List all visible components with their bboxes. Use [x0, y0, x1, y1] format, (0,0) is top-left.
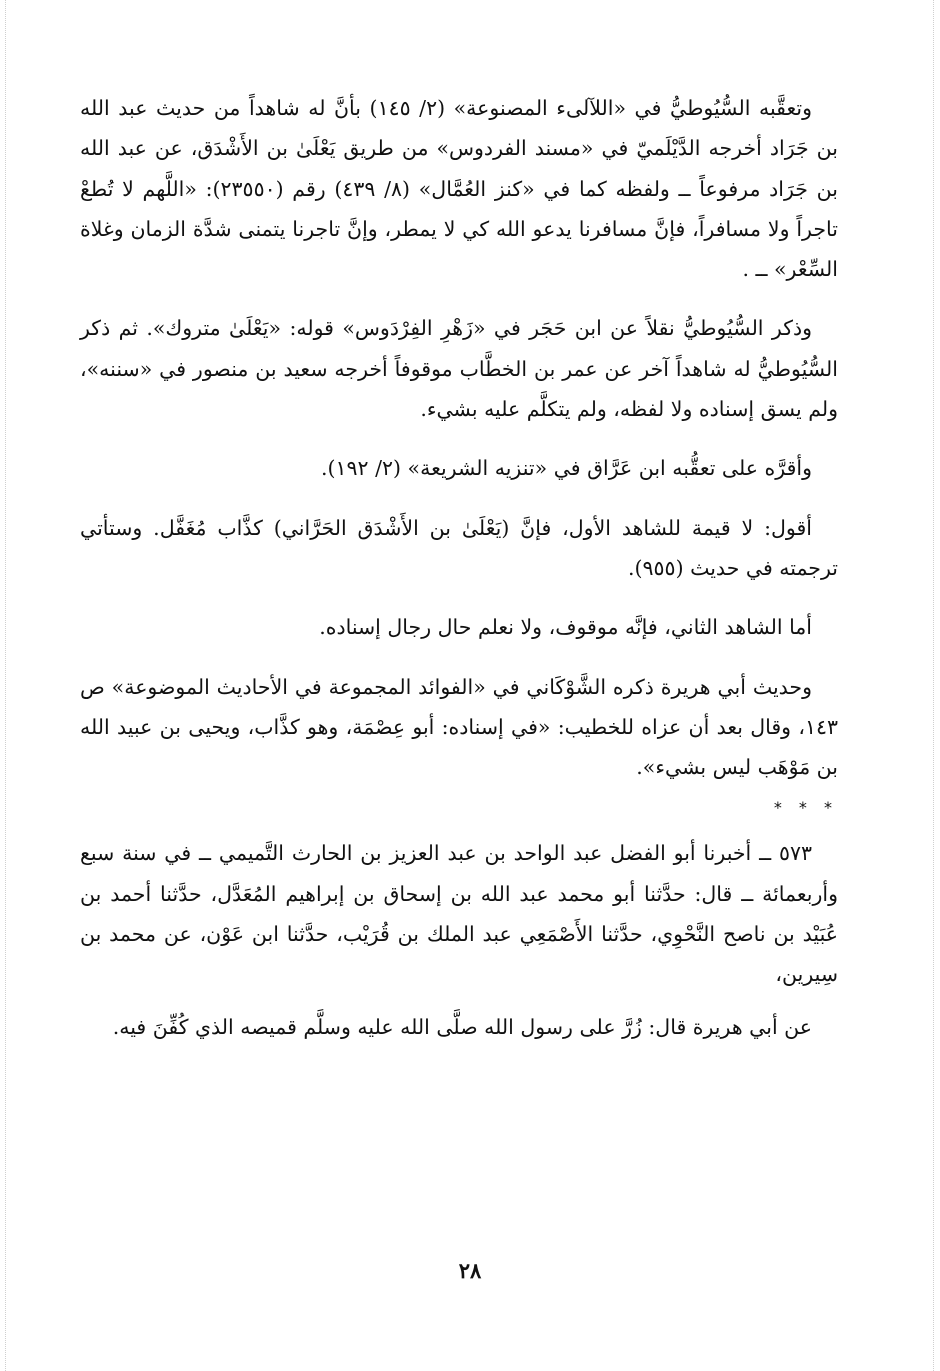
page-body [80, 88, 838, 1047]
hadith-matn: عن أبي هريرة قال: زُرَّ على رسول الله صلَّى الله عليه وسلَّم قميصه الذي كُفِّنَ فيه. [112, 1014, 812, 1039]
paragraph-second-witness: أما الشاهد الثاني، فإنَّه موقوف، ولا نعلم حال رجال إسناده. [319, 615, 812, 640]
scan-edge-left [5, 0, 6, 1371]
scan-edge-right [933, 0, 934, 1371]
section-separator: * * * [773, 798, 838, 818]
page-number: ٢٨ [458, 1258, 482, 1283]
paragraph-ibn-arraq: وأقرَّه على تعقُّبه ابن عَرَّاق في «تنزيه الشريعة» (٢/ ١٩٢). [321, 456, 812, 481]
paragraph-first-witness: أقول: لا قيمة للشاهد الأول، فإنَّ (يَعْلَىٰ بن الأَشْدَق الحَرَّاني) كذَّاب مُغَفَّل. وستأتي ترجمته في حديث (٩٥٥). [80, 515, 838, 580]
paragraph-shawkani: وحديث أبي هريرة ذكره الشَّوْكَاني في «الفوائد المجموعة في الأحاديث الموضوعة» ص ١٤٣، وقال بعد أن عزاه للخطيب: «في إسناده: أبو عِصْمَة، وهو كذَّاب، ويحيى بن عبيد الله بن مَوْهَب ليس بشيء». [80, 674, 838, 780]
paragraph-suyuti-witness: وذكر السُّيُوطيُّ نقلاً عن ابن حَجَر في «زَهْرِ الفِرْدَوس» قوله: «يَعْلَىٰ متروك». ثم ذكر السُّيُوطيُّ له شاهداً آخر عن عمر بن الخطَّاب موقوفاً أخرجه سعيد بن منصور في «سننه»، ولم يسق إسناده ولا لفظه، ولم يتكلَّم عليه بشيء. [80, 316, 838, 422]
paragraph-suyuti-objection: وتعقَّبه السُّيُوطيُّ في «اللآلىء المصنوعة» (٢/ ١٤٥) بأنَّ له شاهداً من حديث عبد الله بن جَرَاد أخرجه الدَّيْلَميّ في «مسند الفردوس» من طريق يَعْلَىٰ بن الأَشْدَق، عن عبد الله بن جَرَاد مرفوعاً ــ ولفظه كما في «كنز العُمَّال» (٨/ ٤٣٩) رقم (٢٣٥٥٠): «اللَّهم لا تُطعْ تاجراً ولا مسافراً، فإنَّ مسافرنا يدعو الله كي لا يمطر، وإنَّ تاجرنا يتمنى شدَّة الزمان وغلاة السِّعْر» ــ . [80, 96, 838, 282]
hadith-isnad: ٥٧٣ ــ أخبرنا أبو الفضل عبد الواحد بن عبد العزيز بن الحارث التَّميمي ــ في سنة سبع وأربعمائة ــ قال: حدَّثنا أبو محمد عبد الله بن إسحاق بن إبراهيم المُعَدَّل، حدَّثنا أحمد بن عُبَيْد بن ناصح النَّحْوِي، حدَّثنا الأَصْمَعِي عبد الملك بن قُرَيْب، حدَّثنا ابن عَوْن، عن محمد بن سِيرين، [80, 841, 838, 987]
